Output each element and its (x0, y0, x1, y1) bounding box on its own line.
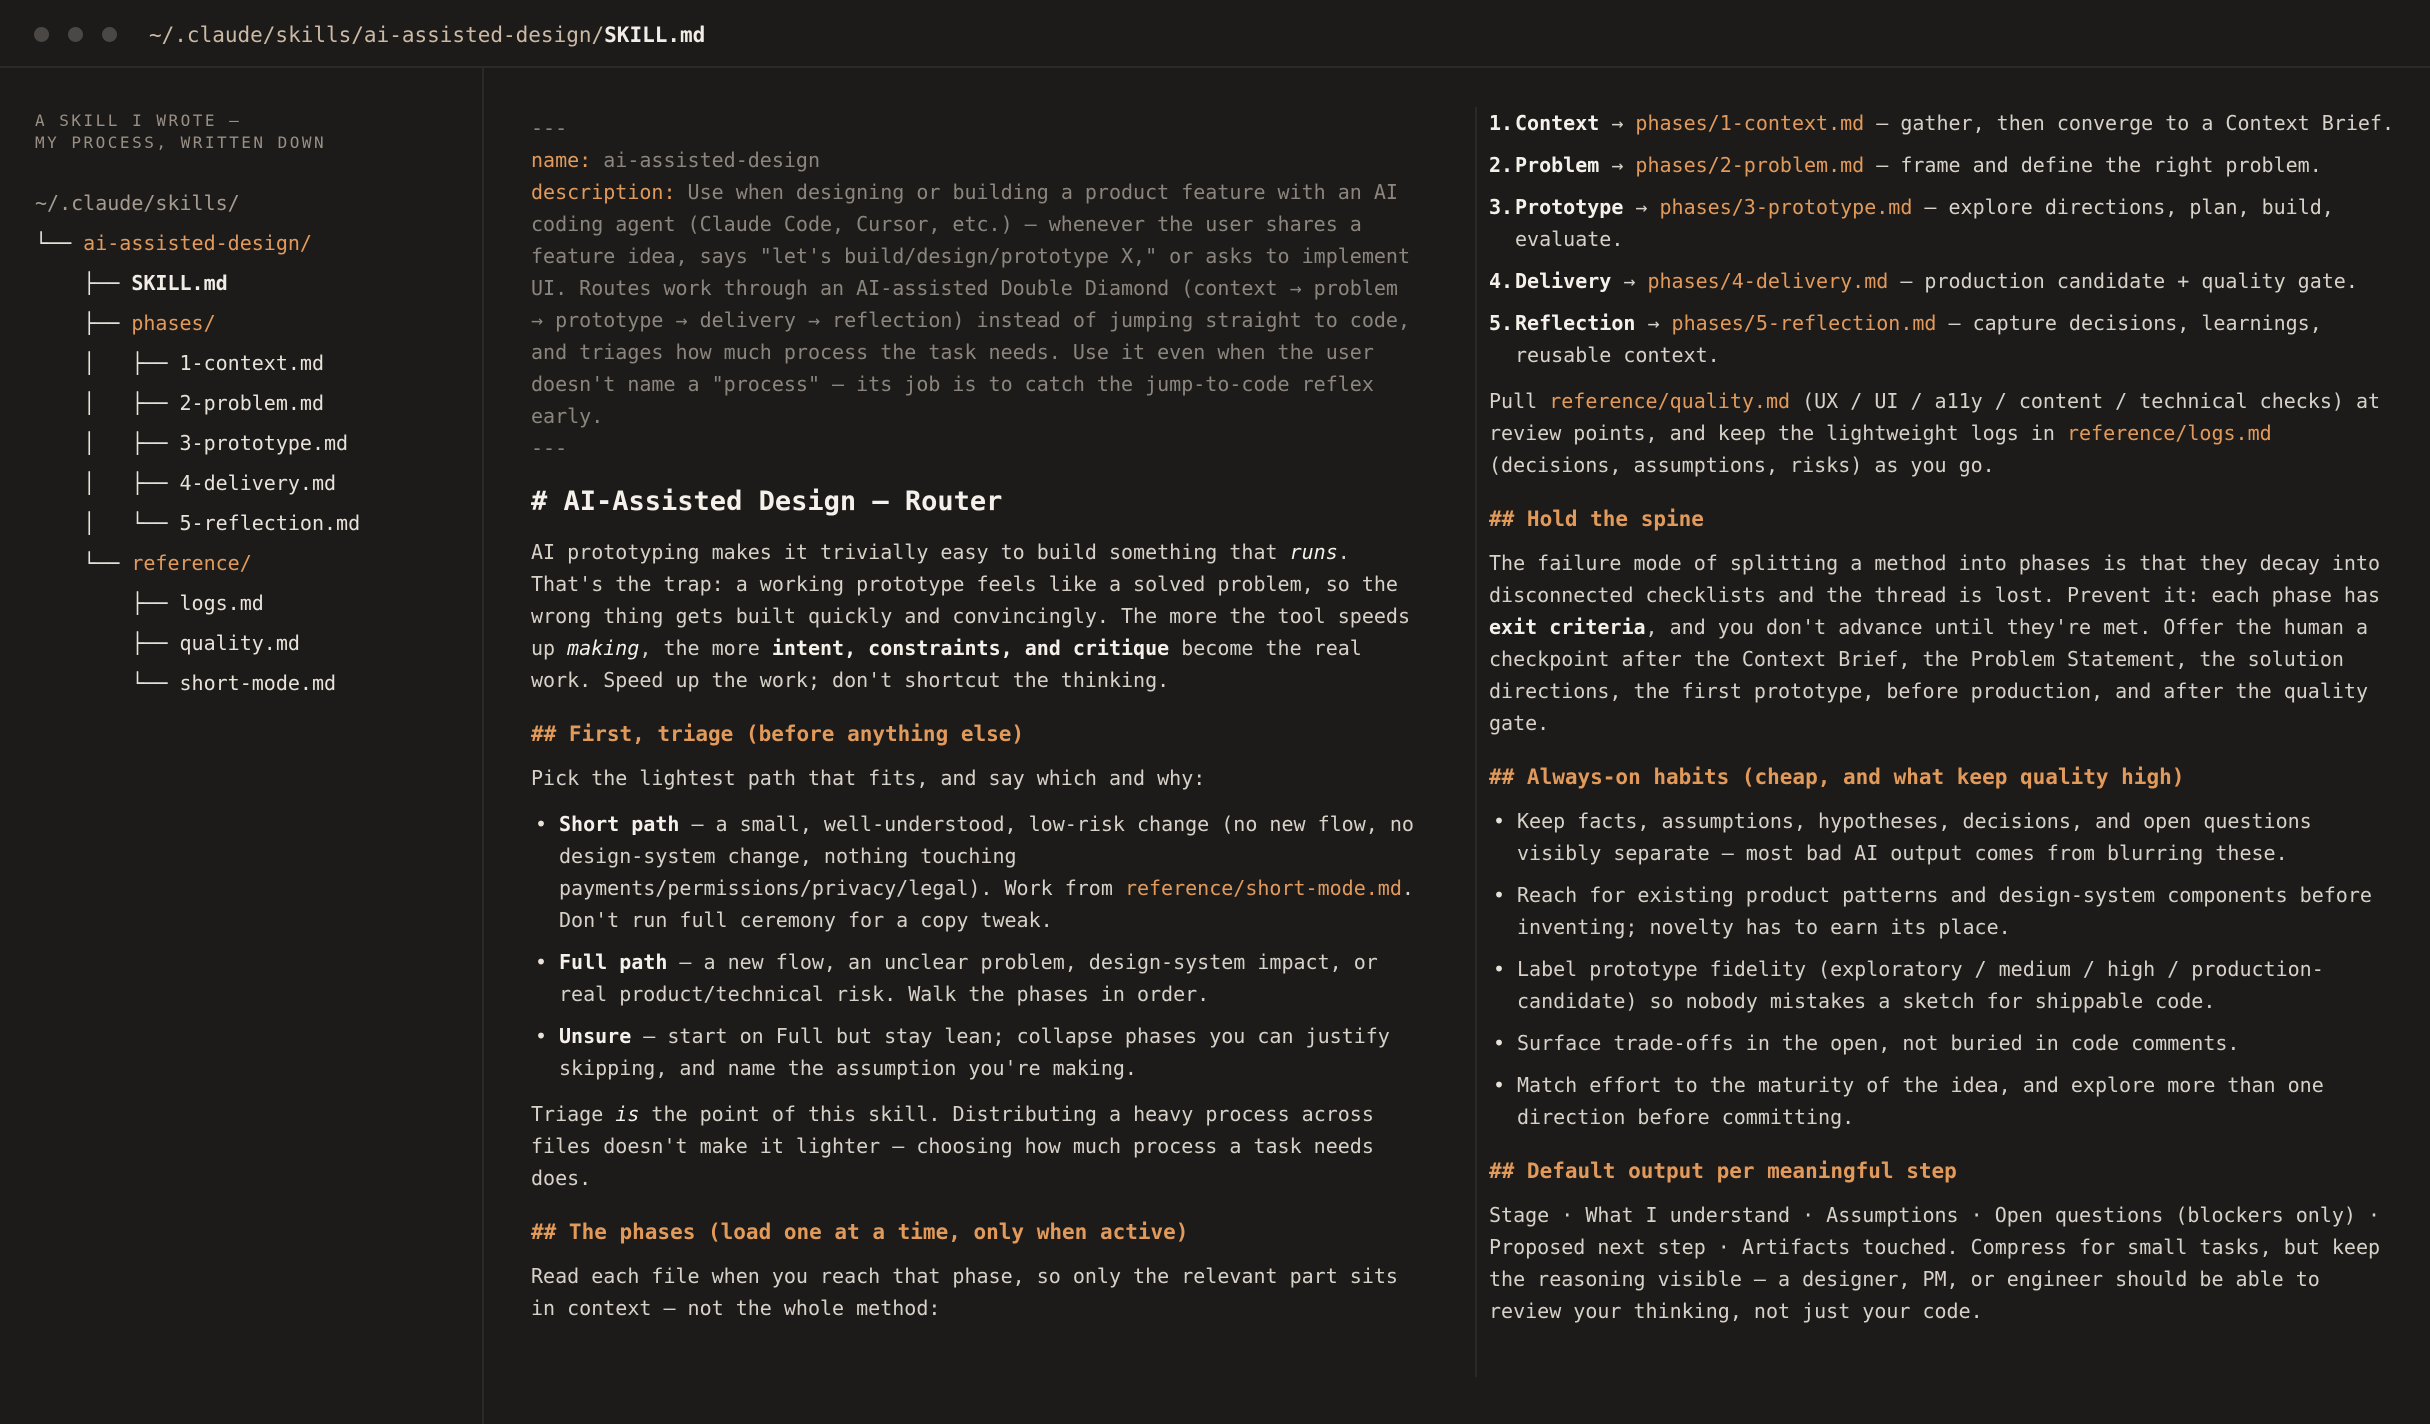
tree-item-label: SKILL.md (131, 271, 228, 295)
tree-item-label: 4-delivery.md (179, 471, 337, 495)
frontmatter-description-line: → prototype → delivery → reflection) instead of jumping straight to code, (531, 308, 1410, 332)
tree-item-label: logs.md (179, 591, 264, 615)
tree-item-label: 1-context.md (179, 351, 324, 375)
sidebar-caption-line: MY PROCESS, WRITTEN DOWN (35, 133, 327, 152)
frontmatter-description-line: early. (531, 404, 604, 428)
frontmatter-description: description: Use when designing or building a product feature with an AI (531, 180, 1398, 204)
phase-item (1489, 149, 2397, 181)
phase-arrow: → (1599, 111, 1636, 135)
tree-item-label: phases/ (131, 311, 216, 335)
phase-number: 3. (1489, 195, 1514, 219)
phase-text: — production candidate + quality gate. (1888, 269, 2358, 293)
file-tree (35, 183, 360, 703)
window-close-dot[interactable] (34, 27, 49, 42)
tree-branch: └── (35, 231, 84, 255)
title-bar (0, 0, 2430, 68)
phase-list (1489, 107, 2397, 371)
link-quality[interactable]: reference/quality.md (1549, 389, 1791, 413)
phase-label: Reflection (1515, 311, 1636, 335)
tree-branch: │ ├── (35, 351, 180, 375)
tree-branch: │ ├── (35, 471, 180, 495)
triage-item-label: Short path (559, 812, 680, 836)
sidebar-caption-line: A SKILL I WROTE — (35, 111, 242, 130)
heading-spine: ## Hold the spine (1489, 507, 1704, 531)
triage-item-label: Unsure (559, 1024, 632, 1048)
tree-item-label: short-mode.md (179, 671, 337, 695)
pull-paragraph: Pull reference/quality.md (UX / UI / a11y / content / technical checks) at review points, and keep the lightweight logs in reference/logs.md (decisions, assumptions, risks) as you go. (1489, 389, 2381, 477)
phase-text: — capture decisions, learnings, reusable context. (1515, 311, 2322, 367)
phase-number: 1. (1489, 111, 1514, 135)
frontmatter-description-line: and triages how much process the task needs. Use it even when the user (531, 340, 1374, 364)
phase-arrow: → (1599, 153, 1636, 177)
tree-item[interactable] (35, 383, 360, 423)
triage-note: Triage is the point of this skill. Distributing a heavy process across files doesn't make it lighter — choosing how much process a task needs does. (531, 1102, 1374, 1190)
window-minimize-dot[interactable] (68, 27, 83, 42)
tree-item[interactable] (35, 263, 360, 303)
phase-link[interactable]: phases/1-context.md (1635, 111, 1865, 135)
tree-item[interactable] (35, 223, 360, 263)
heading-habits: ## Always-on habits (cheap, and what keep quality high) (1489, 765, 2185, 789)
tree-item[interactable] (35, 503, 360, 543)
tree-branch: ├── (35, 631, 180, 655)
tree-branch: ├── (35, 591, 180, 615)
tree-item[interactable] (35, 623, 360, 663)
tree-item-label: 2-problem.md (179, 391, 324, 415)
phase-text: — explore directions, plan, build, evaluate. (1515, 195, 2334, 251)
triage-item-text: — a new flow, an unclear problem, design-system impact, or real product/technical risk. Walk the phases in order. (559, 950, 1378, 1006)
phase-item (1489, 307, 2397, 371)
phase-item (1489, 265, 2397, 297)
doc-title: # AI-Assisted Design — Router (531, 486, 1003, 517)
tree-item[interactable] (35, 183, 360, 223)
frontmatter-description-line: feature idea, says "let's build/design/prototype X," or asks to implement (531, 244, 1410, 268)
tree-branch: ├── (35, 311, 132, 335)
link-logs[interactable]: reference/logs.md (2066, 421, 2272, 445)
phase-arrow: → (1635, 311, 1672, 335)
frontmatter-rule: --- (531, 116, 568, 140)
triage-item-text: — start on Full but stay lean; collapse phases you can justify skipping, and name the assumption you're making. (559, 1024, 1390, 1080)
triage-item (531, 1020, 1431, 1084)
triage-item (531, 946, 1431, 1010)
frontmatter-description-rest (531, 208, 1431, 432)
phase-link[interactable]: phases/5-reflection.md (1671, 311, 1937, 335)
phase-number: 2. (1489, 153, 1514, 177)
phase-item (1489, 191, 2397, 255)
phase-arrow: → (1611, 269, 1648, 293)
tree-item-label: ~/.claude/skills/ (35, 191, 240, 215)
triage-lead: Pick the lightest path that fits, and say which and why: (531, 766, 1206, 790)
tree-item-label: 3-prototype.md (179, 431, 349, 455)
heading-triage: ## First, triage (before anything else) (531, 722, 1025, 746)
triage-item (531, 808, 1431, 936)
triage-list (531, 808, 1431, 1084)
tree-item[interactable] (35, 463, 360, 503)
phase-text: — gather, then converge to a Context Brief. (1864, 111, 2395, 135)
frontmatter-description-line: coding agent (Claude Code, Cursor, etc.) — whenever the user shares a (531, 212, 1362, 236)
tree-branch: │ └── (35, 511, 180, 535)
triage-item-link[interactable]: reference/short-mode.md (1124, 876, 1402, 900)
sidebar-caption (35, 110, 326, 154)
path-prefix: ~/.claude/skills/ai-assisted-design/ (149, 23, 605, 47)
heading-output: ## Default output per meaningful step (1489, 1159, 1957, 1183)
tree-item[interactable] (35, 543, 360, 583)
phase-arrow: → (1623, 195, 1660, 219)
output-paragraph: Stage · What I understand · Assumptions · Open questions (blockers only) · Proposed next step · Artifacts touched. Compress for small tasks, but keep the reasoning visible — a designer, PM, or engineer should be able to review your thinking, not just your code. (1489, 1203, 2381, 1323)
triage-item-label: Full path (559, 950, 668, 974)
doc-column-right (1475, 107, 2397, 1377)
frontmatter-description-line: doesn't name a "process" — its job is to catch the jump-to-code reflex (531, 372, 1374, 396)
phase-item (1489, 107, 2397, 139)
tree-item[interactable] (35, 303, 360, 343)
heading-phases: ## The phases (load one at a time, only when active) (531, 1220, 1189, 1244)
phase-link[interactable]: phases/4-delivery.md (1647, 269, 1889, 293)
triage-item-text: — a small, well-understood, low-risk change (no new flow, no design-system change, nothing touching payments/permissions/privacy/legal). Work from (559, 812, 1414, 900)
habit-item: • Match effort to the maturity of the idea, and explore more than one direction before committing. (1489, 1069, 2397, 1133)
tree-item-label: 5-reflection.md (179, 511, 361, 535)
path-file: SKILL.md (604, 23, 706, 47)
frontmatter-description-line: UI. Routes work through an AI-assisted Double Diamond (context → problem (531, 276, 1398, 300)
tree-branch: └── (35, 551, 132, 575)
tree-item[interactable] (35, 583, 360, 623)
file-path (149, 20, 705, 50)
habit-item: • Label prototype fidelity (exploratory / medium / high / production-candidate) so nobody mistakes a sketch for shippable code. (1489, 953, 2397, 1017)
tree-item[interactable] (35, 343, 360, 383)
tree-branch: ├── (35, 271, 132, 295)
intro-paragraph: AI prototyping makes it trivially easy to build something that runs. That's the trap: a working prototype feels like a solved problem, so the wrong thing gets built quickly and convincingly. The more the tool speeds up making, the more intent, constraints, and critique become the real work. Speed up the work; don't shortcut the thinking. (531, 540, 1410, 692)
phase-label: Context (1515, 111, 1600, 135)
phase-text: — frame and define the right problem. (1864, 153, 2322, 177)
doc-column-left (531, 112, 1431, 1338)
tree-branch: │ ├── (35, 431, 180, 455)
phase-link[interactable]: phases/2-problem.md (1635, 153, 1865, 177)
tree-item-label: reference/ (131, 551, 252, 575)
habit-item: • Surface trade-offs in the open, not buried in code comments. (1489, 1027, 2397, 1059)
tree-branch: └── (35, 671, 180, 695)
phase-label: Delivery (1515, 269, 1612, 293)
triage-item-text: . Don't run full ceremony for a copy tweak. (559, 876, 1414, 932)
habit-item: • Reach for existing product patterns and design-system components before inventing; novelty has to earn its place. (1489, 879, 2397, 943)
tree-item-label: ai-assisted-design/ (83, 231, 312, 255)
tree-item-label: quality.md (179, 631, 300, 655)
phase-link[interactable]: phases/3-prototype.md (1659, 195, 1913, 219)
tree-item[interactable] (35, 423, 360, 463)
frontmatter-rule: --- (531, 436, 568, 460)
tree-item[interactable] (35, 663, 360, 703)
habit-list (1489, 805, 2397, 1133)
phase-number: 4. (1489, 269, 1514, 293)
phase-number: 5. (1489, 311, 1514, 335)
window-zoom-dot[interactable] (102, 27, 117, 42)
frontmatter-name: name: ai-assisted-design (531, 148, 820, 172)
phase-label: Problem (1515, 153, 1600, 177)
phases-lead: Read each file when you reach that phase, so only the relevant part sits in context — not the whole method: (531, 1264, 1398, 1320)
sidebar (0, 68, 484, 1424)
tree-branch: │ ├── (35, 391, 180, 415)
habit-item: • Keep facts, assumptions, hypotheses, decisions, and open questions visibly separate — most bad AI output comes from blurring these. (1489, 805, 2397, 869)
phase-label: Prototype (1515, 195, 1624, 219)
spine-paragraph: The failure mode of splitting a method into phases is that they decay into disconnected checklists and the thread is lost. Prevent it: each phase has exit criteria, and you don't advance until they're met. Offer the human a checkpoint after the Context Brief, the Problem Statement, the solution directions, the first prototype, before production, and after the quality gate. (1489, 551, 2381, 735)
